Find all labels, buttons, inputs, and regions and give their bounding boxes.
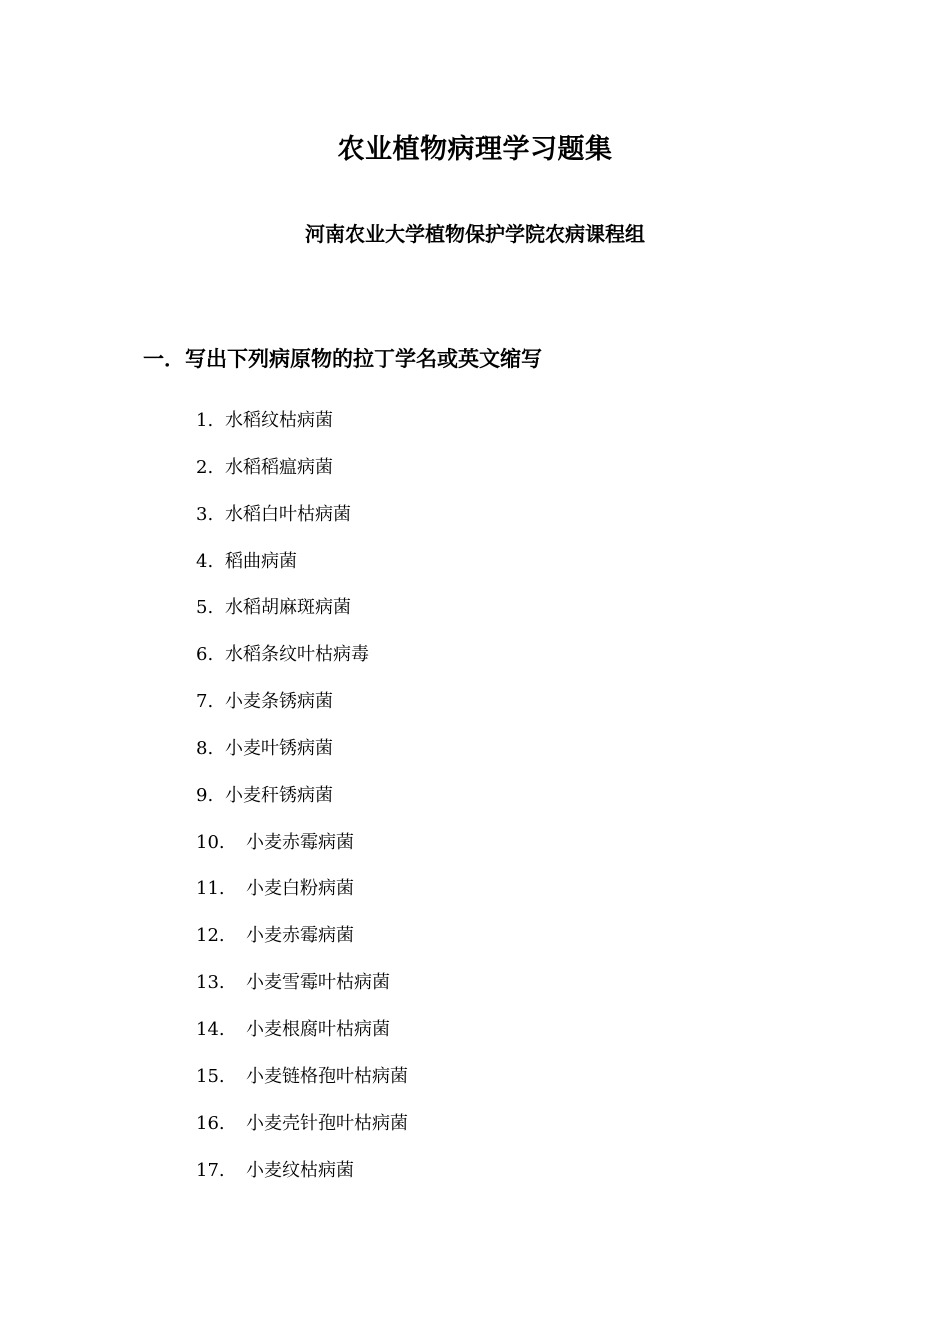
item-text: 水稻纹枯病菌 xyxy=(225,410,333,431)
list-item xyxy=(196,451,408,498)
item-number: 2. xyxy=(196,456,214,478)
item-number: 13. xyxy=(196,972,225,994)
item-number: 3. xyxy=(196,503,214,525)
item-number: 1. xyxy=(196,410,214,431)
item-text: 小麦纹枯病菌 xyxy=(246,1159,354,1181)
list-item xyxy=(196,404,408,451)
item-number: 8. xyxy=(196,737,214,759)
item-text: 小麦白粉病菌 xyxy=(246,878,354,900)
item-number: 9. xyxy=(196,784,214,806)
item-text: 小麦根腐叶枯病菌 xyxy=(246,1018,390,1040)
item-text: 水稻条纹叶枯病毒 xyxy=(225,644,369,666)
list-item xyxy=(196,779,408,826)
list-item xyxy=(196,498,408,545)
item-number: 6. xyxy=(196,644,214,666)
list-item xyxy=(196,685,408,732)
list-item xyxy=(196,826,408,873)
item-number: 10. xyxy=(196,831,225,853)
pathogen-list xyxy=(196,404,408,1200)
item-text: 小麦链格孢叶枯病菌 xyxy=(246,1065,408,1087)
list-item xyxy=(196,1060,408,1107)
list-item xyxy=(196,638,408,685)
document-subtitle: 河南农业大学植物保护学院农病课程组 xyxy=(305,222,645,246)
list-item xyxy=(196,1154,408,1201)
item-text: 水稻稻瘟病菌 xyxy=(225,456,333,478)
section-heading: 一．写出下列病原物的拉丁学名或英文缩写 xyxy=(143,347,542,371)
list-item xyxy=(196,1107,408,1154)
item-number: 14. xyxy=(196,1018,225,1040)
item-text: 水稻胡麻斑病菌 xyxy=(225,597,351,619)
list-item xyxy=(196,872,408,919)
item-text: 小麦雪霉叶枯病菌 xyxy=(246,972,390,994)
list-item xyxy=(196,732,408,779)
item-text: 小麦条锈病菌 xyxy=(225,691,333,713)
list-item xyxy=(196,966,408,1013)
item-number: 4. xyxy=(196,550,214,572)
list-item xyxy=(196,591,408,638)
item-text: 小麦赤霉病菌 xyxy=(246,925,354,947)
item-text: 水稻白叶枯病菌 xyxy=(225,503,351,525)
item-number: 11. xyxy=(196,878,225,900)
item-text: 小麦壳针孢叶枯病菌 xyxy=(246,1112,408,1134)
item-text: 稻曲病菌 xyxy=(225,550,297,572)
item-number: 15. xyxy=(196,1065,225,1087)
list-item xyxy=(196,1013,408,1060)
document-title: 农业植物病理学习题集 xyxy=(337,134,613,165)
item-number: 7. xyxy=(196,691,214,713)
item-number: 12. xyxy=(196,925,225,947)
item-text: 小麦秆锈病菌 xyxy=(225,784,333,806)
list-item xyxy=(196,545,408,592)
list-item xyxy=(196,919,408,966)
item-text: 小麦赤霉病菌 xyxy=(246,831,354,853)
item-text: 小麦叶锈病菌 xyxy=(225,737,333,759)
item-number: 17. xyxy=(196,1159,225,1181)
item-number: 5. xyxy=(196,597,214,619)
item-number: 16. xyxy=(196,1112,225,1134)
